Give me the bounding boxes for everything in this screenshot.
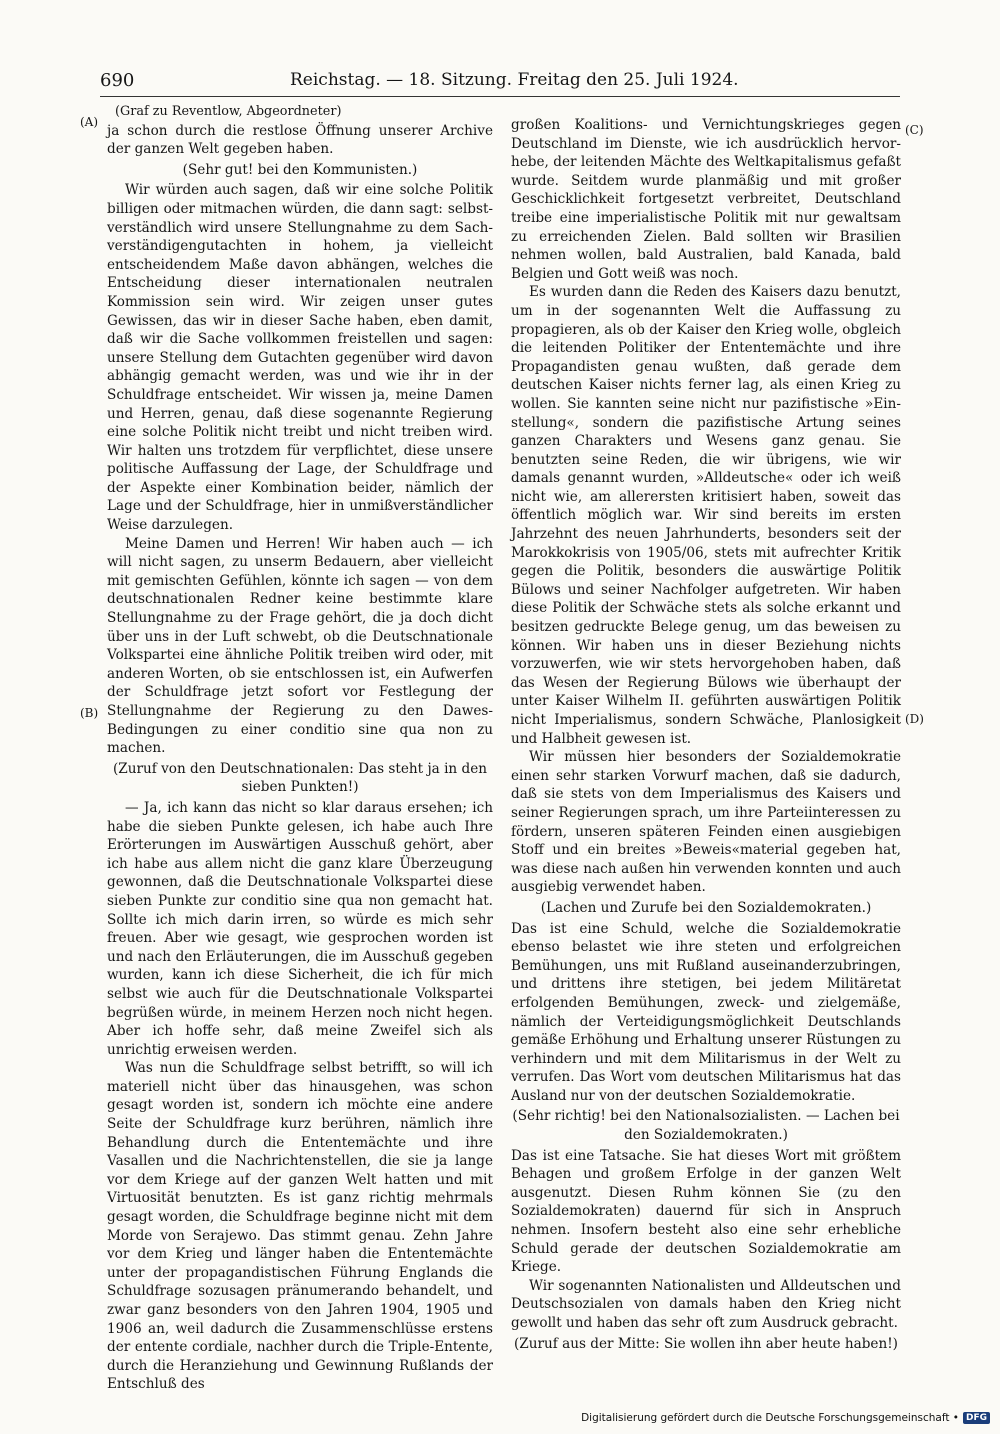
paragraph: Wir würden auch sagen, daß wir eine solche Politik billigen oder mitmachen würden, die dann sagt: selbstverständlich wird unsere Stellungnahme zu dem Sachverständigengutachten in hohem, ja vielleicht entscheidendem Maße davon abhängen, welches die Entscheidung dieser internationalen neutralen Kommission sein wird. Wir zeigen unser gutes Gewissen, das wir in dieser Sache haben, eben damit, daß wir die Sache vollkommen freistellen und sagen: unsere Stellung dem Gutachten gegenüber wird davon abhängig gemacht werden, was und wie ihr in der Schuldfrage entscheidet. Wir wissen ja, meine Damen und Herren, genau, daß diese sogenannte Regierung eine solche Politik nicht treibt und nicht treiben wird. Wir halten uns trotzdem für verpflichtet, diese unsere politische Auffassung der Lage, der Schuldfrage und der Aspekte einer Kombination beider, nämlich der Lage und der Schuldfrage, hier in unmißverständlicher Weise darzulegen.	[107, 182, 493, 534]
margin-mark-c: (C)	[905, 123, 924, 137]
paragraph: Das ist eine Tatsache. Sie hat dieses Wort mit größtem Behagen und großem Erfolge in der ganzen Welt ausgenutzt. Diesen Ruhm können Sie (zu den Sozialdemokraten) dauernd für sich in Anspruch nehmen. Insofern besteht also eine sehr erhebliche Schuld gerade der deutschen Sozialdemokratie am Kriege.	[511, 1147, 901, 1276]
page-number: 690	[100, 70, 135, 91]
margin-mark-d: (D)	[905, 712, 924, 726]
paragraph: großen Koalitions- und Vernichtungskrieges gegen Deutschland im Dienste, wie ich ausdrücklich hervorhebe, der leitenden Mächte des Weltkapitalismus gefaßt wurde. Seitdem wurde planmäßig und mit großer Geschicklichkeit fortgesetzt verbreitet, Deutschland treibe eine imperialistische Politik mit nur gewaltsam zu erreichenden Zielen. Bald sollten wir Brasilien nehmen wollen, bald Australien, bald Kanada, bald Belgien und Gott weiß was noch.	[511, 117, 901, 282]
paragraph: Meine Damen und Herren! Wir haben auch — ich will nicht sagen, zu unserm Bedauern, aber vielleicht mit gemischten Gefühlen, könnte ich sagen — von dem deutschnationalen Redner keine bestimmte klare Stellungnahme zu der Frage gehört, die ja doch dicht über uns in der Luft schwebt, ob die Deutschnationale Volkspartei eine ähnliche Politik treiben wird oder, mit anderen Worten, ob sie entschlossen ist, ein Aufwerfen der Schuldfrage jetzt sofort vor Festlegung der Stellungnahme der Regierung zu den Dawes-Bedingungen zu einer conditio sine qua non zu machen.	[107, 535, 493, 757]
margin-mark-a: (A)	[80, 115, 99, 129]
paragraph: — Ja, ich kann das nicht so klar daraus ersehen; ich habe die sieben Punkte gelesen, ich habe auch Ihre Erörterungen im Auswärtigen Ausschuß gehört, aber ich habe aus allem nicht die ganz klare Überzeugung gewonnen, daß die Deutschnationale Volkspartei diese sieben Punkte zur conditio sine qua non gemacht hat. Sollte ich mich darin irren, so würde es mich sehr freuen. Aber wie gesagt, wie gesprochen worden ist und nach den Erläuterungen, die im Ausschuß gegeben wurden, kann ich diese Sicherheit, die ich für mich selbst wie auch für die Deutschnationale Volkspartei begrüßen würde, in meinem Herzen noch nicht hegen. Aber ich hoffe sehr, daß meine Zweifel sich als unrichtig erweisen werden.	[107, 799, 493, 1058]
right-column	[511, 116, 901, 1355]
margin-mark-b: (B)	[80, 706, 99, 720]
paragraph: Wir sogenannten Nationalisten und Alldeutschen und Deutschsozialen von damals haben den Krieg nicht gewollt und haben das sehr oft zum Ausdruck gebracht.	[511, 1277, 901, 1331]
paragraph: Wir müssen hier besonders der Sozialdemokratie einen sehr starken Vorwurf machen, daß sie dadurch, daß sie stets von dem Imperialismus des Kaisers und seiner Regierungen sprach, um ihre Parteiinteressen zu fördern, unseren späteren Feinden einen ausgiebigen Stoff und ein breites »Beweis«material gegeben hat, was diese nach außen hin verwenden konnten und auch ausgiebig verwendet haben.	[511, 749, 901, 896]
interjection: (Sehr richtig! bei den Nationalsozialisten. — Lachen bei den Sozialdemokraten.)	[512, 1108, 900, 1144]
paragraph: ja schon durch die restlose Öffnung unserer Archive der ganzen Welt gegeben haben.	[107, 122, 493, 158]
interjection: (Sehr gut! bei den Kommunisten.)	[182, 161, 418, 178]
interjection: (Zuruf von den Deutschnationalen: Das steht ja in den sieben Punkten!)	[112, 760, 488, 796]
paragraph: Das ist eine Schuld, welche die Sozialdemokratie ebenso belastet wie ihre steten und erfolgreichen Bemühungen, uns mit Rußland auseinanderzubringen, und drittens ihre stetigen, bei jedem Militäretat erfolgenden Bemühungen, zweck- und zielgemäße, nämlich der Verteidigungsmöglichkeit Deutschlands gemäße Erhöhung und Erhaltung unserer Rüstungen zu verhindern und mit dem Militarismus in der Welt zu verrufen. Das Wort vom deutschen Militarismus hat das Ausland nur von der deutschen Sozialdemokratie.	[511, 920, 901, 1104]
credit-text: Digitalisierung gefördert durch die Deutsche Forschungsgemeinschaft •	[581, 1412, 959, 1424]
left-column	[107, 103, 493, 1394]
interjection: (Zuruf aus der Mitte: Sie wollen ihn aber heute haben!)	[514, 1335, 898, 1352]
header-rule	[100, 96, 900, 97]
paragraph: Es wurden dann die Reden des Kaisers dazu benutzt, um in der sogenannten Welt die Auffassung zu propagieren, als ob der Kaiser den Krieg wolle, obgleich die leitenden Politiker der Ententemächte und ihre Propagandisten genau wußten, daß gerade dem deutschen Kaiser nichts ferner lag, als einen Krieg zu wollen. Sie kannten seine nicht nur pazifistische »Einstellung«, sondern die pazifistische Artung seines ganzen Charakters und Wesens ganz genau. Sie benutzten seine Reden, die wir übrigens, wie wir damals genannt wurden, »Alldeutsche« oder ich weiß nicht wie, am allerersten kritisiert haben, soweit das öffentlich möglich war. Wir sind bereits im ersten Jahrzehnt des neuen Jahrhunderts, besonders seit der Marokkokrisis von 1905/06, stets mit aufrechter Kritik gegen die Politik, besonders die auswärtige Politik Bülows und seiner Nachfolger aufgetreten. Wir haben diese Politik der Schwäche stets als solche erkannt und besitzen gedruckte Belege genug, um das beweisen zu können. Wir haben uns in dieser Beziehung nichts vorzuwerfen, wie wir stets hervorgehoben haben, daß das Wesen der Regierung Bülows wie überhaupt der unter Kaiser Wilhelm II. geführten auswärtigen Politik nicht Imperialismus, sondern Schwäche, Planlosigkeit und Halbheit gewesen ist.	[511, 284, 901, 747]
running-title: Reichstag. — 18. Sitzung. Freitag den 25. Juli 1924.	[290, 70, 739, 90]
speaker-note: (Graf zu Reventlow, Abgeordneter)	[115, 104, 342, 119]
dfg-logo: DFG	[963, 1412, 990, 1424]
paragraph: Was nun die Schuldfrage selbst betrifft, so will ich materiell nicht über das hinausgehen, was schon gesagt worden ist, sondern ich möchte eine andere Seite der Schuldfrage kurz berühren, nämlich ihre Behandlung durch die Ententemächte und ihre Vasallen und die Nachrichtenstellen, die sie ja lange vor dem Kriege auf der ganzen Welt hatten und mit Virtuosität benutzten. Es ist ganz richtig mehrmals gesagt worden, die Schuldfrage beginne nicht mit dem Morde von Serajewo. Das stimmt genau. Zehn Jahre vor dem Krieg und länger haben die Ententemächte unter der propagandistischen Führung Englands die Schuldfrage sozusagen pränumerando behandelt, und zwar ganz besonders von den Jahren 1904, 1905 und 1906 an, weil dadurch die Zusammenschlüsse erstens der entente cordiale, nachher durch die Triple-Entente, durch die Heranziehung und Gewinnung Rußlands der Entschluß des	[107, 1060, 493, 1393]
interjection: (Lachen und Zurufe bei den Sozialdemokraten.)	[540, 899, 872, 916]
digitization-credit	[560, 1412, 990, 1428]
